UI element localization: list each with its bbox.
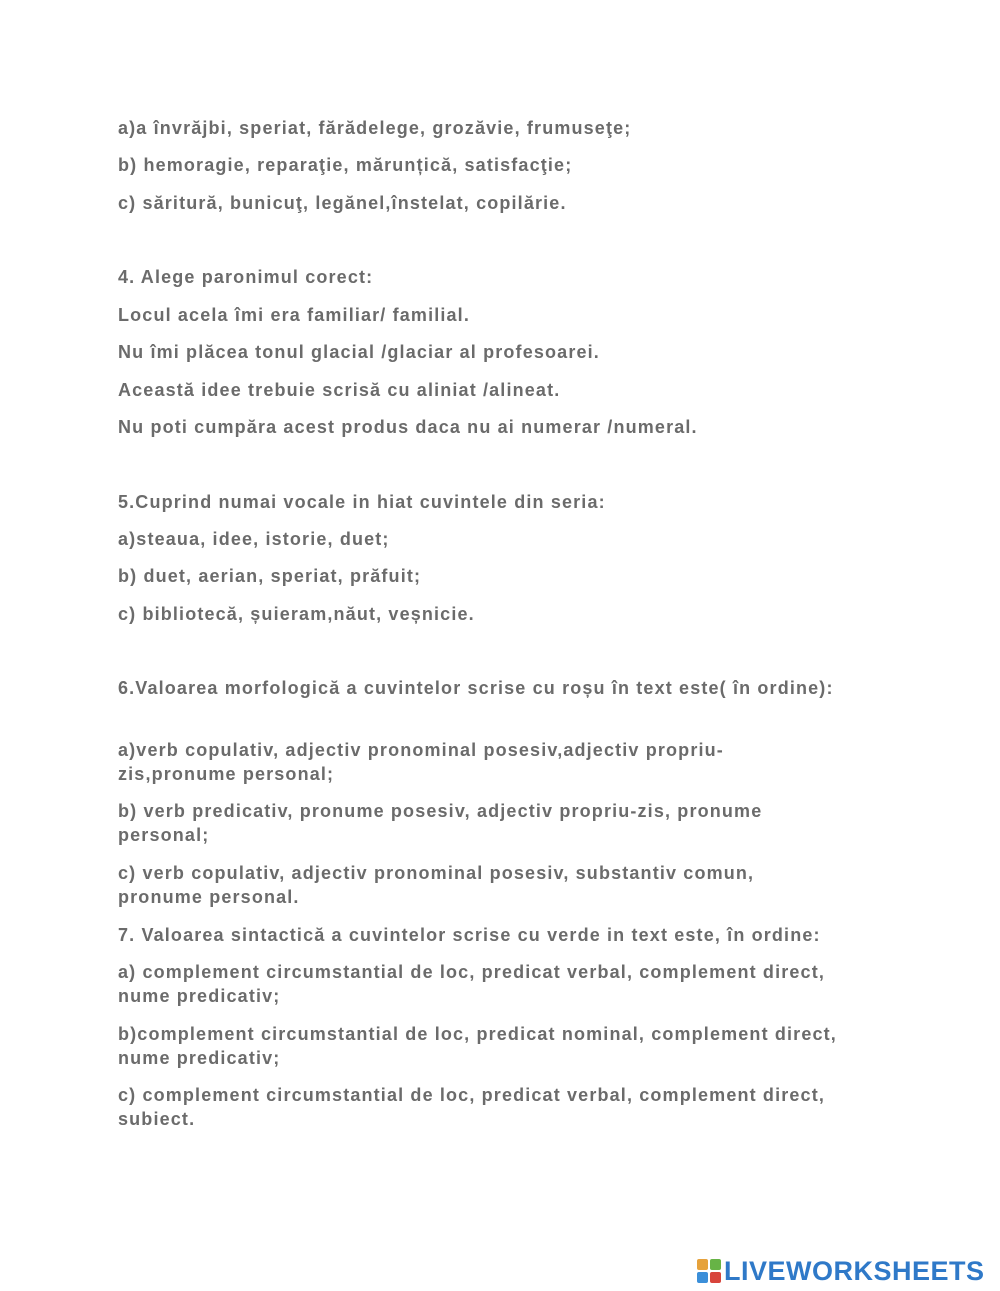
q5-option-b: b) duet, aerian, speriat, prăfuit; xyxy=(118,566,422,586)
q5-option-a: a)steaua, idee, istorie, duet; xyxy=(118,529,390,549)
q5-option-c: c) bibliotecă, șuieram,năut, veșnicie. xyxy=(118,604,475,624)
q6-title: 6.Valoarea morfologică a cuvintelor scrise cu roșu în text este( în ordine): xyxy=(118,678,834,698)
logo-text: LIVEWORKSHEETS xyxy=(724,1256,985,1286)
q4-line-4: Nu poti cumpăra acest produs daca nu ai numerar /numeral. xyxy=(118,417,698,437)
q7-title: 7. Valoarea sintactică a cuvintelor scrise cu verde in text este, în ordine: xyxy=(118,925,821,945)
q4-title: 4. Alege paronimul corect: xyxy=(118,267,374,287)
q3-option-b: b) hemoragie, reparaţie, mărunțică, satisfacţie; xyxy=(118,155,573,175)
q4-line-2: Nu îmi plăcea tonul glacial /glaciar al profesoarei. xyxy=(118,342,600,362)
q4-line-3: Această idee trebuie scrisă cu aliniat /alineat. xyxy=(118,380,561,400)
q4-line-1: Locul acela îmi era familiar/ familial. xyxy=(118,305,470,325)
q7-option-c: c) complement circumstantial de loc, predicat verbal, complement direct, subiect. xyxy=(118,1085,825,1129)
q3-option-a: a)a învrăjbi, speriat, fărădelege, grozăvie, frumuseţe; xyxy=(118,118,632,138)
logo-tile xyxy=(710,1272,721,1283)
logo-tile xyxy=(710,1259,721,1270)
q6-option-c: c) verb copulativ, adjectiv pronominal posesiv, substantiv comun, pronume personal. xyxy=(118,863,755,907)
q7-option-b: b)complement circumstantial de loc, predicat nominal, complement direct, nume predicativ; xyxy=(118,1024,837,1068)
logo-tile xyxy=(697,1259,708,1270)
q5-title: 5.Cuprind numai vocale in hiat cuvintele din seria: xyxy=(118,492,606,512)
liveworksheets-logo-icon xyxy=(697,1259,721,1283)
q6-option-a: a)verb copulativ, adjectiv pronominal posesiv,adjectiv propriu-zis,pronume personal; xyxy=(118,740,724,784)
logo-tile xyxy=(697,1272,708,1283)
q7-option-a: a) complement circumstantial de loc, predicat verbal, complement direct, nume predicativ; xyxy=(118,962,825,1006)
q3-option-c: c) săritură, bunicuţ, legănel,înstelat, copilărie. xyxy=(118,193,567,213)
liveworksheets-logo xyxy=(697,1256,985,1286)
q6-option-b: b) verb predicativ, pronume posesiv, adjectiv propriu-zis, pronume personal; xyxy=(118,801,763,845)
